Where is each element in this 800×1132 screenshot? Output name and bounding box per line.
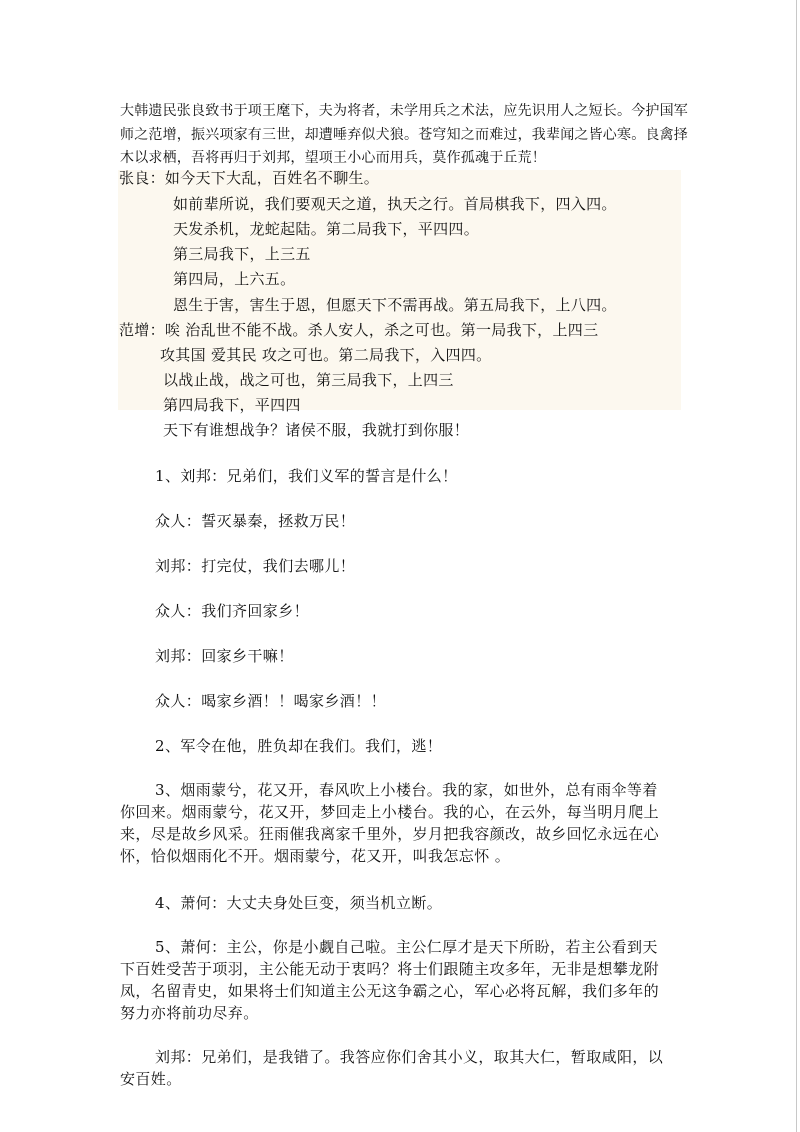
intro-line: 大韩遗民张良致书于项王麾下，夫为将者，未学用兵之术法，应先识用人之短长。今护国军: [120, 103, 688, 119]
body-paragraph: 刘邦：打完仗，我们去哪儿！: [155, 557, 356, 575]
body-line: 凤，名留青史，如果将士们知道主公无这争霸之心，军心必将瓦解，我们多年的: [120, 982, 660, 1000]
body-line: 怀，恰似烟雨化不开。烟雨蒙兮，花又开，叫我怎忘怀 。: [120, 847, 511, 865]
body-paragraph: 4、萧何：大丈夫身处巨变，须当机立断。: [155, 894, 443, 912]
body-line: 你回来。烟雨蒙兮，花又开，梦回走上小楼台。我的心，在云外，每当明月爬上: [120, 803, 660, 821]
body-line: 刘邦：兄弟们，是我错了。我答应你们舍其小义，取其大仁，暂取咸阳，以: [155, 1048, 664, 1066]
dialogue-line: 攻其国 爱其民 攻之可也。第二局我下，入四四。: [160, 346, 492, 364]
dialogue-line: 以战止战，战之可也，第三局我下，上四三: [163, 371, 454, 389]
body-paragraph-xiaohe: [120, 936, 690, 1024]
body-paragraph: 众人：我们齐回家乡！: [155, 602, 310, 620]
body-paragraph-song: [120, 779, 690, 867]
intro-line: 木以求栖，吾将再归于刘邦，望项王小心而用兵，莫作孤魂于丘荒！: [120, 150, 546, 166]
dialogue-line: 第三局我下，上三五: [173, 245, 311, 263]
intro-line: 师之范增，振兴项家有三世，却遭唾弃似犬狼。苍穹知之而难过，我辈闻之皆心寒。良禽择: [120, 126, 688, 143]
dialogue-line: 张良：如今天下大乱，百姓名不聊生。: [119, 169, 380, 187]
page-edge-line: [796, 0, 797, 1132]
dialogue-line: 天下有谁想战争？诸侯不服，我就打到你服！: [163, 421, 470, 439]
body-line: 来，尽是故乡风采。狂雨催我离家千里外，岁月把我容颜改，故乡回忆永远在心: [120, 825, 660, 843]
body-line: 努力亦将前功尽弃。: [120, 1004, 259, 1022]
dialogue-line: 恩生于害，害生于恩，但愿天下不需再战。第五局我下，上八四。: [173, 296, 617, 314]
intro-paragraph: [120, 100, 695, 171]
body-line: 3、烟雨蒙兮，花又开，春风吹上小楼台。我的家，如世外，总有雨伞等着: [155, 781, 658, 799]
dialogue-line: 第四局，上六五。: [173, 270, 296, 288]
body-line: 5、萧何：主公，你是小觑自己啦。主公仁厚才是天下所盼，若主公看到天: [155, 938, 658, 956]
body-paragraph-liubang: [120, 1046, 690, 1090]
body-paragraph: 刘邦：回家乡干嘛！: [155, 647, 294, 665]
dialogue-line: 第四局我下，平四四: [163, 396, 301, 414]
dialogue-line: 范增：唉 治乱世不能不战。杀人安人，杀之可也。第一局我下，上四三: [119, 321, 599, 339]
dialogue-line: 天发杀机，龙蛇起陆。第二局我下，平四四。: [173, 220, 480, 238]
body-paragraph: 众人：喝家乡酒！！喝家乡酒！！: [155, 692, 387, 710]
body-paragraph: 众人：誓灭暴秦，拯救万民！: [155, 512, 356, 530]
dialogue-line: 如前辈所说，我们要观天之道，执天之行。首局棋我下，四入四。: [173, 195, 617, 213]
body-line: 下百姓受苦于项羽，主公能无动于衷吗？将士们跟随主攻多年，无非是想攀龙附: [120, 960, 660, 978]
body-paragraph: 2、军令在他，胜负却在我们。我们，逃！: [155, 737, 443, 755]
body-line: 安百姓。: [120, 1070, 182, 1088]
body-paragraph: 1、刘邦：兄弟们，我们义军的誓言是什么！: [155, 467, 458, 485]
